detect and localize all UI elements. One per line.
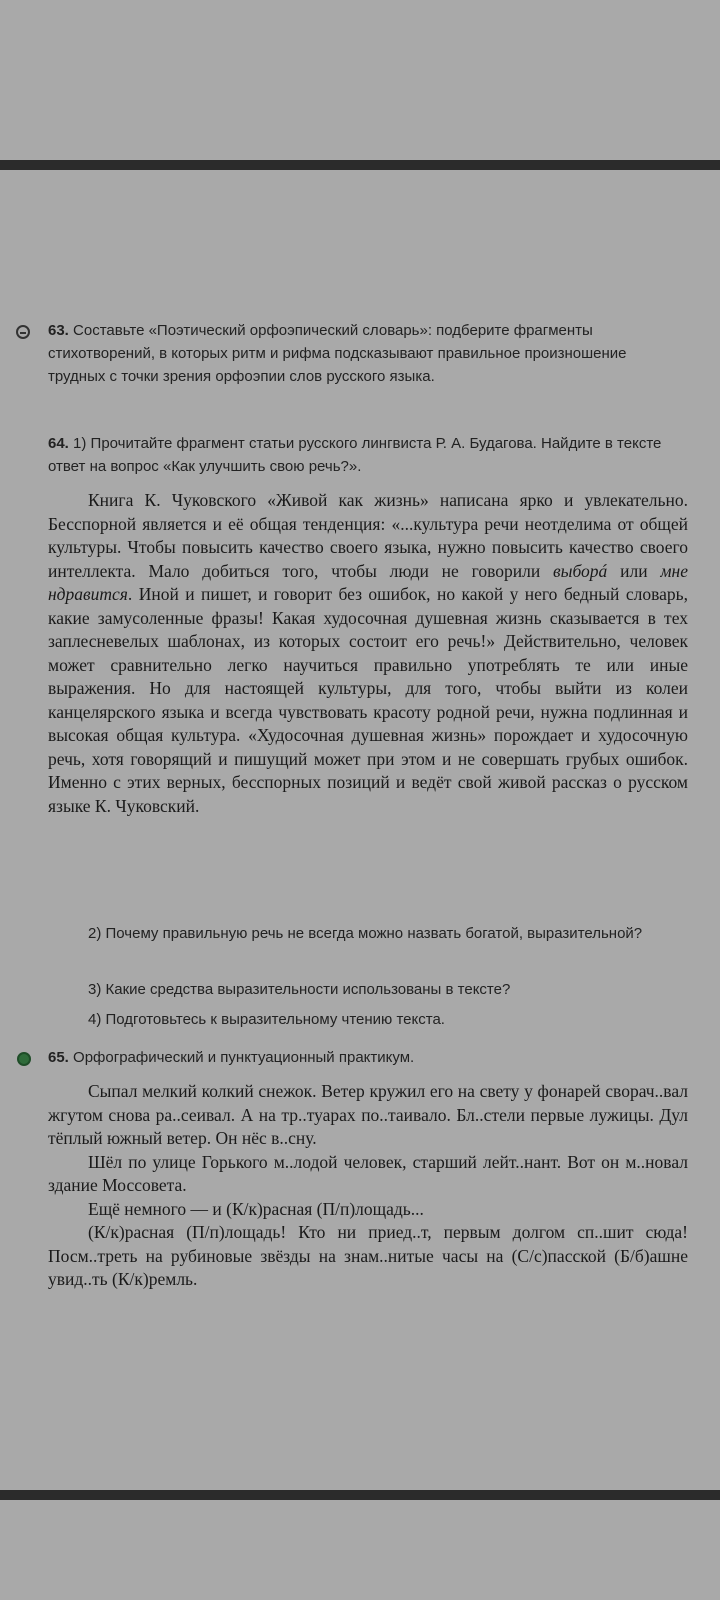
exercise-63-number: 63. xyxy=(48,322,69,339)
exercise-65-paragraph-1: Сыпал мелкий колкий снежок. Ветер кружил его на свету у фонарей сворач..вал жгутом снова ра..сеивал. А на тр..туарах по..таивало. Бл..стели первые лужицы. Дул тёплый южный ветер. Он нёс в..сну. xyxy=(48,1081,688,1148)
quote-or: или xyxy=(607,560,661,581)
exercise-65-number: 65. xyxy=(48,1049,69,1066)
exercise-64-number: 64. xyxy=(48,435,69,452)
exercise-63-text: Составьте «Поэтический орфоэпический словарь»: подберите фрагменты стихотворений, в которых ритм и рифма подсказывают правильное произношение трудных с точки зрения орфоэпии слов русского языка. xyxy=(48,322,627,385)
speech-bubble-icon xyxy=(16,325,30,339)
exercise-64-task-4-text: 4) Подготовьтесь к выразительному чтению текста. xyxy=(88,1011,445,1028)
exercise-64-quote-text xyxy=(48,489,688,818)
quote-italic-2: мне ндравится xyxy=(48,560,688,604)
exercise-65-title-text: Орфографический и пунктуационный практикум. xyxy=(73,1049,415,1066)
quote-part-a: Книга К. Чуковского «Живой как жизнь» написана ярко и увлекательно. Бесспорной является и её общая тенденция: «...культура речи неотделима от общей культуры. Чтобы повысить качество своего языка, нужно повысить качество своего интеллекта. Мало добиться того, чтобы люди не говорили xyxy=(48,490,688,581)
green-dot-icon xyxy=(17,1052,31,1066)
top-dark-bar xyxy=(0,160,720,170)
exercise-65-text xyxy=(48,1080,688,1292)
exercise-64-task-3-text: 3) Какие средства выразительности использованы в тексте? xyxy=(88,981,511,998)
exercise-64-task-4 xyxy=(48,1008,688,1031)
exercise-65-paragraph-3: Ещё немного — и (К/к)расная (П/п)лощадь... xyxy=(88,1198,424,1219)
exercise-64-task-1-text: 1) Прочитайте фрагмент статьи русского лингвиста Р. А. Будагова. Найдите в тексте ответ на вопрос «Как улучшить свою речь?». xyxy=(48,435,662,475)
bottom-dark-bar xyxy=(0,1490,720,1500)
exercise-64-task-3 xyxy=(48,978,688,1001)
exercise-64-task-2 xyxy=(48,922,688,945)
exercise-63 xyxy=(48,319,688,388)
quote-italic-1: выборá xyxy=(553,560,608,581)
exercise-64-task-2-text: 2) Почему правильную речь не всегда можно назвать богатой, выразительной? xyxy=(88,925,643,942)
exercise-65-title xyxy=(48,1046,688,1069)
exercise-65-paragraph-4: (К/к)расная (П/п)лощадь! Кто ни приед..т, первым долгом сп..шит сюда! Посм..треть на рубиновые звёзды на знам..нитые часы на (С/с)пасской (Б/б)ашне увид..ть (К/к)ремль. xyxy=(48,1222,688,1289)
quote-part-b: . Иной и пишет, и говорит без ошибок, но какой у него бедный словарь, какие замусоленные фразы! Какая худосочная душевная жизнь сказывается в тех заплесневелых шаблонах, из которых состоит его речь!» Действительно, человек может сравнительно легко научиться правильно употреблять те или иные выражения. Но для настоящей культуры, для того, чтобы выйти из колеи канцелярского языка и всегда чувствовать красоту родной речи, нужна подлинная и высокая общая культура. «Худосочная душевная жизнь» порождает и худосочную речь, хотя говорящий и пишущий может при этом и не совершать грубых ошибок. Именно с этих верных, бесспорных позиций и ведёт свой живой рассказ о русском языке К. Чуковский. xyxy=(48,584,688,816)
exercise-64-task-1 xyxy=(48,432,688,478)
exercise-65-paragraph-2: Шёл по улице Горького м..лодой человек, старший лейт..нант. Вот он м..новал здание Моссовета. xyxy=(48,1151,688,1195)
textbook-page xyxy=(0,170,720,1490)
